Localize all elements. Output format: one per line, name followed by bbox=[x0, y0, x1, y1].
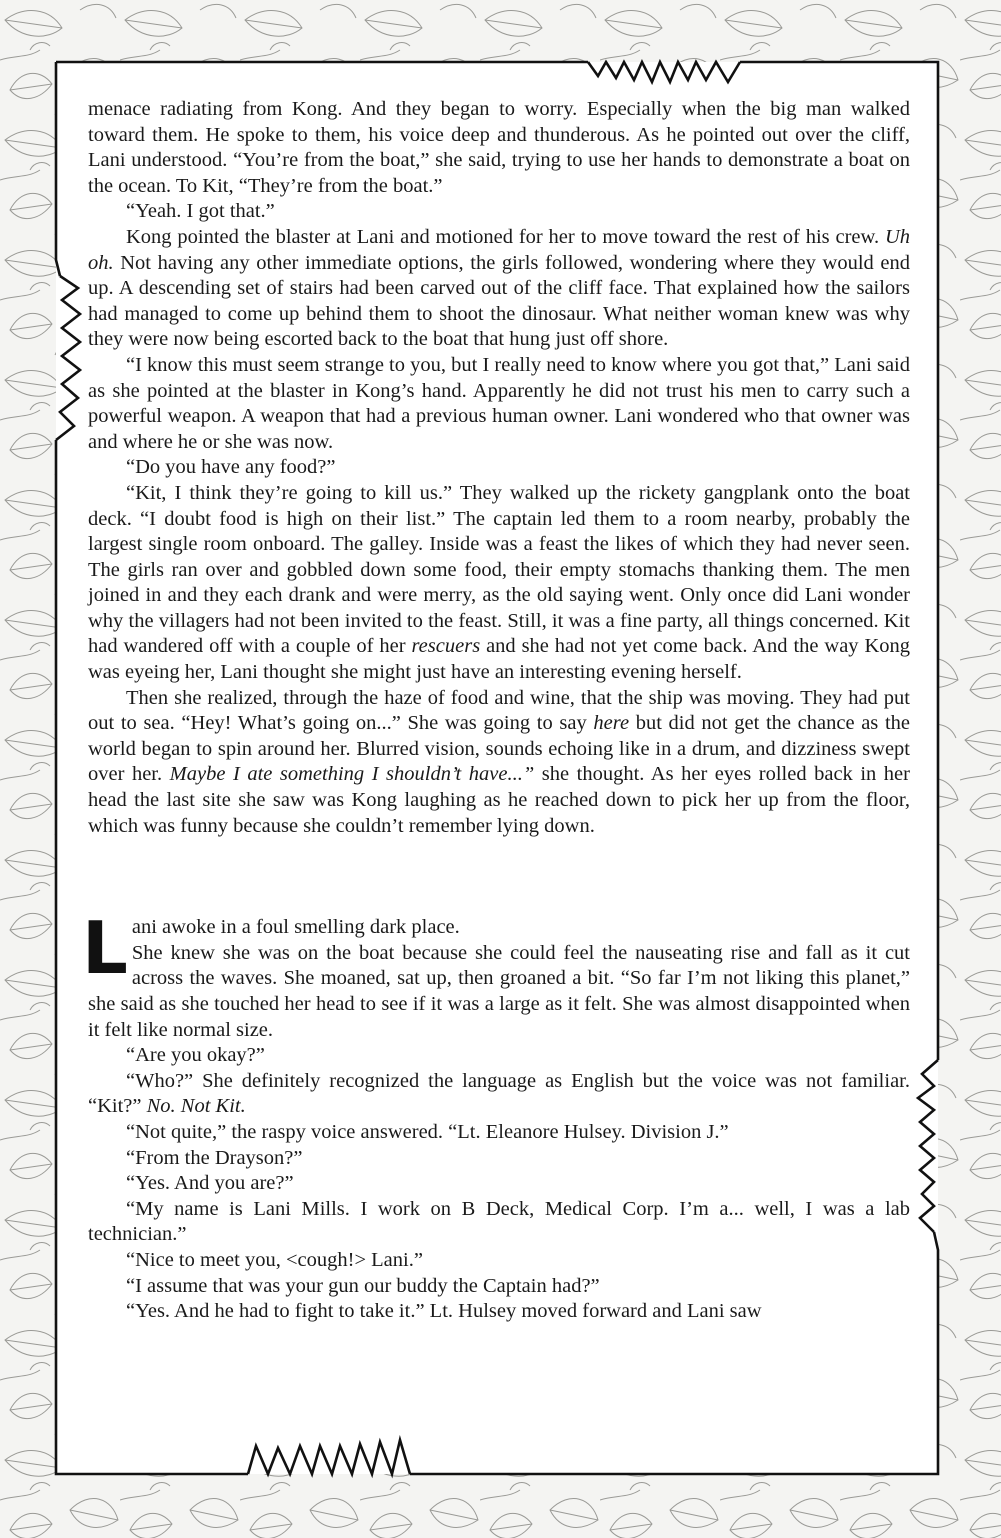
paragraph: “Not quite,” the raspy voice answered. “Lt. Eleanore Hulsey. Division J.” bbox=[126, 1120, 729, 1143]
paragraph: “I assume that was your gun our buddy the Captain had?” bbox=[126, 1274, 600, 1297]
paragraph: “Kit, I think they’re going to kill us.” They walked up the rickety gangplank onto the boat deck. “I doubt food is high on their list.” The captain led them to a room nearby, probably the largest single room onboard. The galley. Inside was a feast the likes of which they had never seen. The girls ran over and gobbled down some food, their empty stomachs thanking them. The men joined in and they each drank and were merry, as the old saying went. Only once did Lani wonder why the villagers had not been invited to the feast. Still, it was a fine party, all things concerned. Kit had wandered off with a couple of her rescuers and she had not yet come back. And the way Kong was eyeing her, Lani thought she might just have an interesting evening herself. bbox=[88, 481, 911, 684]
paragraph: “Yeah. I got that.” bbox=[126, 200, 275, 223]
paragraph: “From the Drayson?” bbox=[126, 1146, 303, 1169]
paragraph: menace radiating from Kong. And they began to worry. Especially when the big man walked toward them. He spoke to them, his voice deep and thunderous. As he pointed out over the cliff, Lani understood. “You’re from the boat,” she said, trying to use her hands to demonstrate a boat on the ocean. To Kit, “They’re from the boat.” bbox=[88, 98, 910, 197]
paragraph: Then she realized, through the haze of food and wine, that the ship was moving. They had put out to sea. “Hey! What’s going on...” She was going to say here but did not get the chance as the world began to spin around her. Blurred vision, sounds echoing like in a drum, and dizziness swept over her. Maybe I ate something I shouldn’t have...” she thought. As her eyes rolled back in her head the last site she saw was Kong laughing as he reached down to pick her up from the floor, which was funny because she couldn’t remember lying down. bbox=[88, 686, 910, 837]
section-break bbox=[88, 839, 910, 915]
paragraph: “My name is Lani Mills. I work on B Deck, Medical Corp. I’m a... well, I was a lab technician.” bbox=[88, 1197, 910, 1246]
paragraph: “Who?” She definitely recognized the language as English but the voice was not familiar. “Kit?” No. Not Kit. bbox=[88, 1069, 910, 1118]
paragraph: “Are you okay?” bbox=[126, 1044, 265, 1067]
paragraph-dropcap: Lani awoke in a foul smelling dark place. bbox=[82, 906, 460, 991]
paragraph: “Yes. And you are?” bbox=[126, 1172, 294, 1195]
paragraph: “I know this must seem strange to you, but I really need to know where you got that,” Lani said as she pointed at the blaster in Kong’s hand. Apparently he did not trust his men to carry such a powerful weapon. A weapon that had a previous human owner. Lani wondered who that owner was and where he or she was now. bbox=[88, 353, 910, 453]
paragraph: “Yes. And he had to fight to take it.” Lt. Hulsey moved forward and Lani saw bbox=[126, 1300, 762, 1323]
paragraph: She knew she was on the boat because she could feel the nauseating rise and fall as it cut across the waves. She moaned, sat up, then groaned a bit. “So far I’m not liking this planet,” she said as she touched her head to see if it was a large as it felt. She was almost disappointed when it felt like normal size. bbox=[88, 941, 910, 1041]
paragraph: “Do you have any food?” bbox=[126, 456, 336, 479]
paragraph: Kong pointed the blaster at Lani and motioned for her to move toward the rest of his crew. Uh oh. Not having any other immediate options, the girls followed, wondering where they would end up. A descending set of stairs had been carved out of the cliff face. That explained how the sailors had managed to come up behind them to shoot the dinosaur. What neither woman knew was why they were now being escorted back to the boat that hung just off shore. bbox=[88, 225, 910, 351]
drop-cap: L bbox=[82, 906, 128, 991]
story-text bbox=[82, 97, 911, 1325]
paragraph: “Nice to meet you, <cough!> Lani.” bbox=[126, 1248, 423, 1271]
